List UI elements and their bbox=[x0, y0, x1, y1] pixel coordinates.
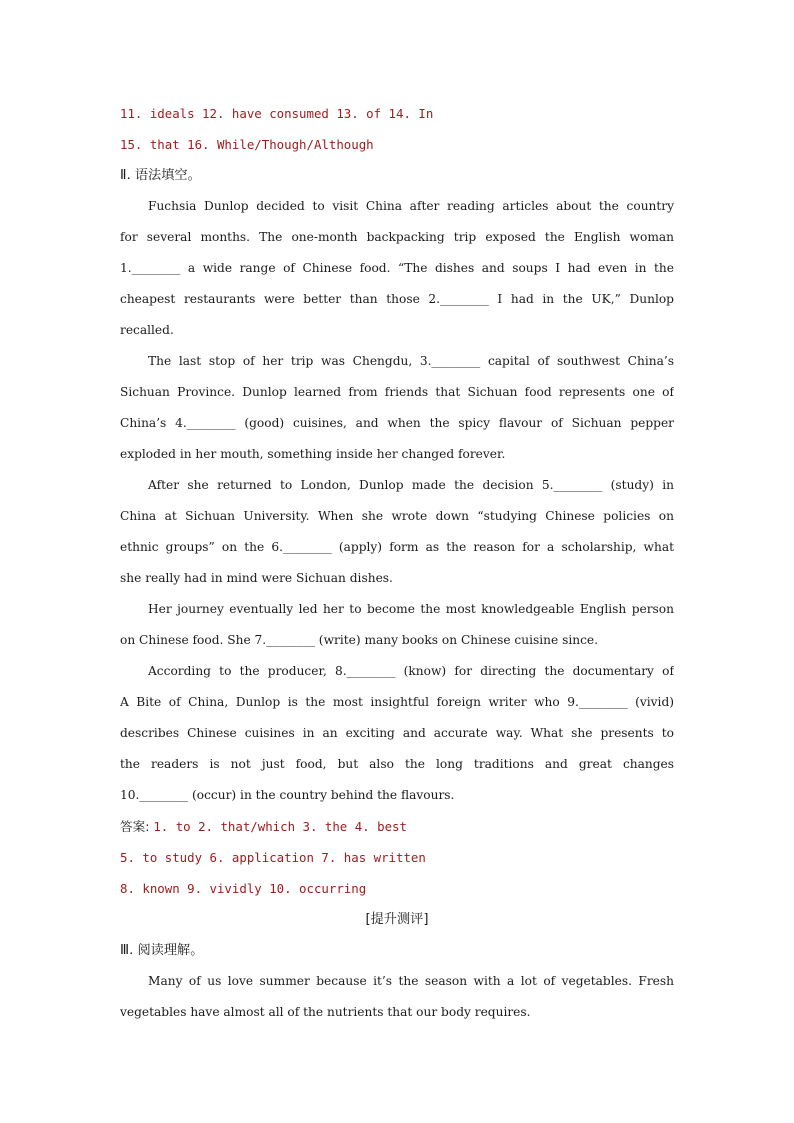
passage-line: Many of us love summer because it’s the season with a lot of vegetables. Fresh bbox=[148, 974, 674, 988]
passage-line: ethnic groups” on the 6.________ (apply) form as the reason for a scholarship, what bbox=[120, 540, 674, 554]
passage-line: Her journey eventually led her to become the most knowledgeable English person bbox=[148, 602, 674, 616]
passage-line: for several months. The one-month backpacking trip exposed the English woman bbox=[120, 230, 674, 244]
passage-line: Fuchsia Dunlop decided to visit China after reading articles about the country bbox=[148, 199, 674, 213]
passage-line: vegetables have almost all of the nutrients that our body requires. bbox=[120, 1005, 531, 1019]
passage-line: Sichuan Province. Dunlop learned from friends that Sichuan food represents one of bbox=[120, 385, 674, 399]
passage-line: describes Chinese cuisines in an exciting and accurate way. What she presents to bbox=[120, 726, 674, 740]
passage-line: exploded in her mouth, something inside her changed forever. bbox=[120, 447, 506, 461]
passage-line: China at Sichuan University. When she wrote down “studying Chinese policies on bbox=[120, 509, 674, 523]
document-page bbox=[120, 98, 674, 1028]
answer-line: 11. ideals 12. have consumed 13. of 14. In bbox=[120, 106, 434, 121]
section-heading: Ⅲ. 阅读理解。 bbox=[120, 943, 204, 958]
passage-line: the readers is not just food, but also the long traditions and great changes bbox=[120, 757, 674, 771]
passage-line: cheapest restaurants were better than those 2.________ I had in the UK,” Dunlop bbox=[120, 292, 674, 306]
passage-line: she really had in mind were Sichuan dishes. bbox=[120, 571, 393, 585]
subsection-title: [提升测评] bbox=[365, 912, 429, 927]
section-heading: Ⅱ. 语法填空。 bbox=[120, 168, 201, 183]
passage-line: recalled. bbox=[120, 323, 174, 337]
passage-line: China’s 4.________ (good) cuisines, and when the spicy flavour of Sichuan pepper bbox=[120, 416, 674, 430]
passage-line: The last stop of her trip was Chengdu, 3.________ capital of southwest China’s bbox=[148, 354, 674, 368]
passage-line: on Chinese food. She 7.________ (write) many books on Chinese cuisine since. bbox=[120, 633, 598, 647]
passage-line: According to the producer, 8.________ (know) for directing the documentary of bbox=[148, 664, 674, 678]
answer-line: 15. that 16. While/Though/Although bbox=[120, 137, 374, 152]
answer-line bbox=[120, 811, 674, 842]
answer-values: 1. to 2. that/which 3. the 4. best bbox=[153, 819, 407, 834]
answer-label: 答案: bbox=[120, 819, 150, 834]
answer-line: 8. known 9. vividly 10. occurring bbox=[120, 881, 367, 896]
passage-line: After she returned to London, Dunlop made the decision 5.________ (study) in bbox=[148, 478, 674, 492]
passage-line: 10.________ (occur) in the country behind the flavours. bbox=[120, 788, 455, 802]
passage-line: A Bite of China, Dunlop is the most insightful foreign writer who 9.________ (vivid) bbox=[120, 695, 674, 709]
answer-line: 5. to study 6. application 7. has written bbox=[120, 850, 426, 865]
passage-line: 1.________ a wide range of Chinese food. “The dishes and soups I had even in the bbox=[120, 261, 674, 275]
